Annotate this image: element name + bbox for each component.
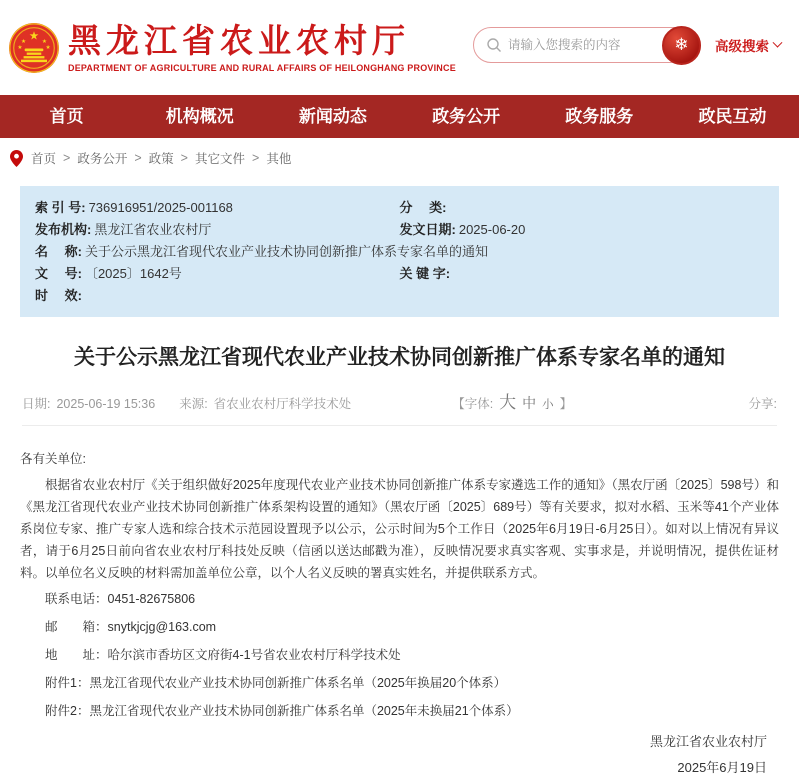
site-subtitle: DEPARTMENT OF AGRICULTURE AND RURAL AFFAIRS OF HEILONGHANG PROVINCE (68, 62, 456, 73)
search-submit-button[interactable] (662, 26, 701, 65)
contact-address-label: 地 址： (45, 648, 108, 662)
font-widget-suffix: 】 (559, 397, 573, 411)
advanced-search-link[interactable] (715, 35, 781, 55)
font-size-small-button[interactable]: 小 (542, 399, 554, 411)
nav-item-agency-overview[interactable]: 机构概况 (165, 107, 234, 126)
meta-label: 名 称: (35, 244, 82, 259)
chevron-down-icon (773, 37, 783, 47)
document-meta-box (20, 186, 779, 317)
breadcrumb-item-policy[interactable]: 政策 (148, 152, 174, 166)
source-label: 来源: (179, 397, 208, 411)
search-input[interactable] (508, 38, 648, 52)
contact-phone-label: 联系电话： (45, 592, 108, 606)
svg-text:★: ★ (17, 44, 23, 51)
breadcrumb-separator: > (252, 151, 260, 165)
nav-item-public-interaction[interactable]: 政民互动 (698, 107, 767, 126)
meta-field-issuing-agency (35, 219, 400, 241)
attachment-1-link[interactable]: 附件1：黑龙江省现代农业产业技术协同创新推广体系名单（2025年换届20个体系） (45, 676, 507, 690)
date-value: 2025-06-19 15:36 (56, 397, 156, 411)
site-title: 黑龙江省农业农村厅 (68, 22, 410, 60)
nav-item-home[interactable]: 首页 (49, 107, 84, 126)
salutation: 各有关单位: (20, 452, 86, 466)
breadcrumb-item-other-documents[interactable]: 其它文件 (194, 152, 245, 166)
signature-block (20, 729, 779, 781)
breadcrumb-separator: > (63, 151, 71, 165)
breadcrumb-item-other[interactable]: 其他 (266, 152, 292, 166)
source-value: 省农业农村厅科学技术处 (213, 397, 352, 411)
search-box[interactable] (473, 27, 701, 63)
meta-row (35, 219, 764, 241)
meta-value: 关于公示黑龙江省现代农业产业技术协同创新推广体系专家名单的通知 (84, 244, 488, 259)
location-pin-icon (10, 150, 23, 167)
meta-label: 发布机构: (35, 222, 92, 237)
breadcrumb-item-disclosure[interactable]: 政务公开 (77, 152, 128, 166)
signature-date: 2025年6月19日 (677, 760, 767, 775)
meta-value: 〔2025〕1642号 (84, 266, 182, 281)
brand-text (68, 22, 456, 73)
svg-text:★: ★ (41, 38, 47, 45)
contact-email-value: snytkjcjg@163.com (107, 620, 217, 634)
article-body (0, 448, 799, 781)
font-size-medium-button[interactable]: 中 (522, 395, 537, 411)
breadcrumb-item-home[interactable]: 首页 (31, 152, 57, 166)
article-date-source (22, 394, 357, 412)
meta-field-keywords (400, 263, 765, 285)
meta-row (35, 263, 764, 285)
signature-org: 黑龙江省农业农村厅 (649, 734, 767, 749)
meta-label: 索 引 号: (35, 200, 86, 215)
meta-row (35, 197, 764, 219)
meta-label: 关 键 字: (399, 266, 451, 281)
meta-value: 736916951/2025-001168 (88, 200, 233, 215)
body-paragraph: 根据省农业农村厅《关于组织做好2025年度现代农业产业技术协同创新推广体系专家遴选工作的通知》（黑农厅函〔2025〕598号）和《黑龙江省现代农业产业技术协同创新推广体系架构设置的通知》（黑农厅函〔2025〕689号）等有关要求，拟对水稻、玉米等41个产业体系岗位专家、推广专家人选和综合技术示范园设置现予以公示，公示时间为5个工作日（2025年6月19日-6月25日）。如对以上情况有异议者，请于6月25日前向省农业农村厅科技处反映（信函以送达邮戳为准），反映情况要求真实客观、实事求是，并说明情况，提供佐证材料。以单位名义反映的材料需加盖单位公章，以个人名义反映的署真实姓名，并提供联系方式。 (20, 478, 779, 580)
search-icon (486, 37, 502, 53)
meta-label: 文 号: (35, 266, 82, 281)
site-brand[interactable] (8, 22, 456, 74)
attachment-2-link[interactable]: 附件2：黑龙江省现代农业产业技术协同创新推广体系名单（2025年未换届21个体系） (45, 704, 519, 718)
font-size-large-button[interactable]: 大 (499, 393, 517, 412)
contact-address-line (20, 643, 779, 668)
search-zone (473, 27, 781, 63)
article-info-line (22, 388, 777, 426)
contact-phone-line (20, 587, 779, 612)
nav-item-gov-services[interactable]: 政务服务 (565, 107, 634, 126)
meta-value: 黑龙江省农业农村厅 (94, 222, 212, 237)
article-title: 关于公示黑龙江省现代农业产业技术协同创新推广体系专家名单的通知 (74, 346, 725, 369)
meta-row (35, 285, 764, 307)
svg-text:★: ★ (28, 30, 40, 43)
meta-row (35, 241, 764, 263)
site-header (0, 0, 799, 95)
font-size-widget (452, 388, 572, 413)
contact-email-line (20, 615, 779, 640)
svg-text:★: ★ (21, 38, 27, 45)
svg-text:★: ★ (45, 44, 51, 51)
meta-field-category (400, 197, 765, 219)
meta-field-issue-date (400, 219, 765, 241)
meta-value: 2025-06-20 (458, 222, 526, 237)
date-label: 日期: (22, 397, 51, 411)
advanced-search-label: 高级搜索 (715, 39, 769, 54)
meta-label: 分 类: (399, 200, 447, 215)
breadcrumb (0, 138, 799, 178)
snowflake-icon: ❄ (674, 35, 689, 55)
nav-item-gov-disclosure[interactable]: 政务公开 (432, 107, 501, 126)
breadcrumb-separator: > (180, 151, 188, 165)
meta-field-index-number (35, 197, 400, 219)
meta-field-validity (35, 285, 764, 307)
meta-field-title (35, 241, 764, 263)
meta-label: 时 效: (35, 288, 82, 303)
breadcrumb-separator: > (134, 151, 142, 165)
nav-item-news[interactable]: 新闻动态 (298, 107, 367, 126)
main-nav (0, 95, 799, 138)
contact-email-label: 邮 箱： (45, 620, 108, 634)
share-label: 分享: (748, 397, 777, 411)
font-widget-prefix: 【字体: (452, 397, 494, 411)
contact-phone-value: 0451-82675806 (107, 592, 196, 606)
contact-address-value: 哈尔滨市香坊区文府街4-1号省农业农村厅科学技术处 (107, 648, 401, 662)
meta-field-document-number (35, 263, 400, 285)
article (0, 341, 799, 781)
national-emblem-icon (8, 22, 60, 74)
meta-label: 发文日期: (399, 222, 456, 237)
